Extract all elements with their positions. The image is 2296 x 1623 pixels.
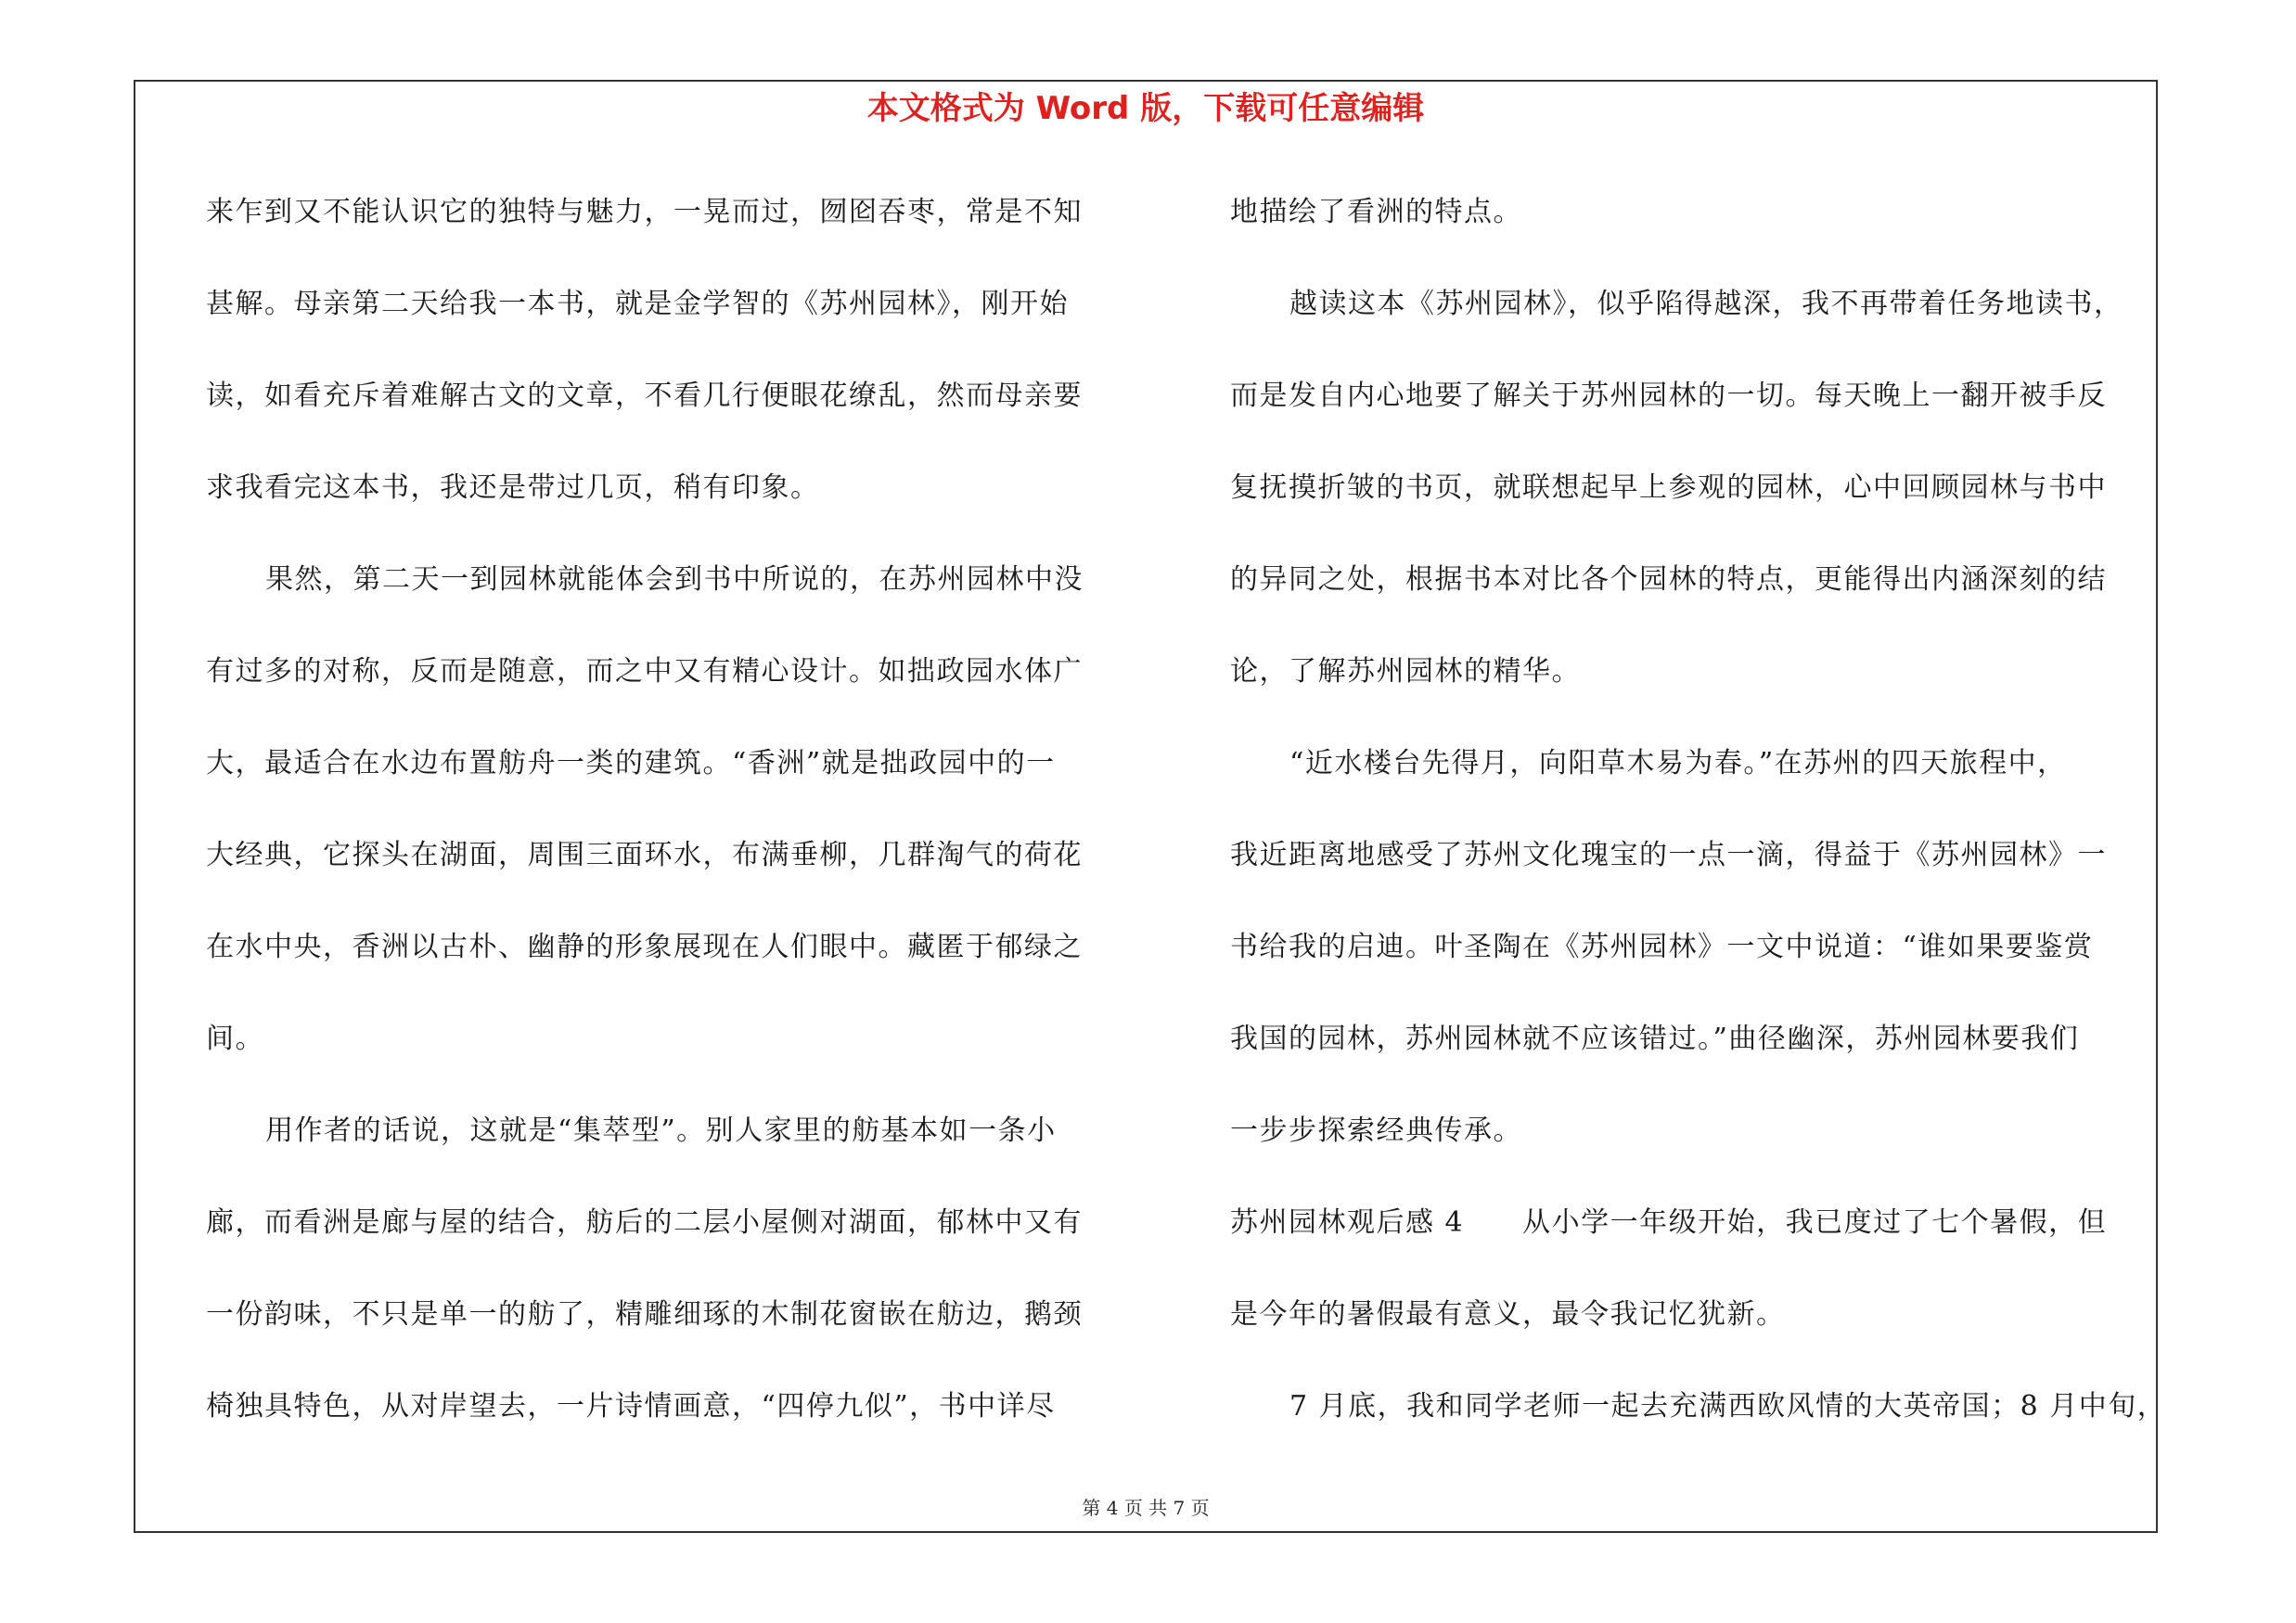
- text-line: 地描绘了看洲的特点。: [1230, 196, 1522, 228]
- text-line: 书给我的启迪。叶圣陶在《苏州园林》一文中说道：“谁如果要鉴赏: [1230, 931, 2094, 963]
- text-line: 7 月底，我和同学老师一起去充满西欧风情的大英帝国；8 月中旬，: [1289, 1390, 2167, 1423]
- text-line: 求我看完这本书，我还是带过几页，稍有印象。: [206, 471, 820, 504]
- text-line: 我近距离地感受了苏州文化瑰宝的一点一滴，得益于《苏州园林》一: [1230, 839, 2107, 871]
- page-number: 第 4 页 共 7 页: [1082, 1497, 1210, 1519]
- text-line: 在水中央，香洲以古朴、幽静的形象展现在人们眼中。藏匿于郁绿之: [206, 931, 1083, 963]
- text-line: 廊，而看洲是廊与屋的结合，舫后的二层小屋侧对湖面，郁林中又有: [206, 1206, 1083, 1239]
- text-line: 复抚摸折皱的书页，就联想起早上参观的园林，心中回顾园林与书中: [1230, 471, 2107, 504]
- text-line: 甚解。母亲第二天给我一本书，就是金学智的《苏州园林》，刚开始: [206, 288, 1069, 320]
- text-line: 读，如看充斥着难解古文的文章，不看几行便眼花缭乱，然而母亲要: [206, 380, 1083, 412]
- text-line: 用作者的话说，这就是“集萃型”。别人家里的舫基本如一条小: [265, 1114, 1057, 1147]
- text-line: “近水楼台先得月，向阳草木易为春。”在苏州的四天旅程中，: [1289, 747, 2067, 779]
- text-line: 越读这本《苏州园林》，似乎陷得越深，我不再带着任务地读书，: [1289, 288, 2123, 320]
- text-line: 我国的园林，苏州园林就不应该错过。”曲径幽深，苏州园林要我们: [1230, 1023, 2080, 1055]
- text-line: 的异同之处，根据书本对比各个园林的特点，更能得出内涵深刻的结: [1230, 563, 2107, 596]
- text-line: 而是发自内心地要了解关于苏州园林的一切。每天晚上一翻开被手反: [1230, 380, 2107, 412]
- text-line: 间。: [206, 1023, 264, 1055]
- header-notice: 本文格式为 Word 版，下载可任意编辑: [866, 90, 1425, 127]
- text-line: 是今年的暑假最有意义，最令我记忆犹新。: [1230, 1298, 1786, 1331]
- text-line: 大经典，它探头在湖面，周围三面环水，布满垂柳，几群淘气的荷花: [206, 839, 1083, 871]
- text-line: 大，最适合在水边布置舫舟一类的建筑。“香洲”就是拙政园中的一: [206, 747, 1056, 779]
- text-line: 果然，第二天一到园林就能体会到书中所说的，在苏州园林中没: [265, 563, 1084, 596]
- text-line: 有过多的对称，反而是随意，而之中又有精心设计。如拙政园水体广: [206, 655, 1083, 688]
- left-column: [206, 185, 1134, 1471]
- text-line: 苏州园林观后感 4 从小学一年级开始，我已度过了七个暑假，但: [1230, 1206, 2108, 1239]
- text-line: 椅独具特色，从对岸望去，一片诗情画意，“四停九似”，书中详尽: [206, 1390, 1056, 1423]
- text-line: 一份韵味，不只是单一的舫了，精雕细琢的木制花窗嵌在舫边，鹅颈: [206, 1298, 1083, 1331]
- text-line: 来乍到又不能认识它的独特与魅力，一晃而过，囫囵吞枣，常是不知: [206, 196, 1083, 228]
- right-column: [1230, 185, 2167, 1471]
- text-line: 论，了解苏州园林的精华。: [1230, 655, 1581, 688]
- text-line: 一步步探索经典传承。: [1230, 1114, 1522, 1147]
